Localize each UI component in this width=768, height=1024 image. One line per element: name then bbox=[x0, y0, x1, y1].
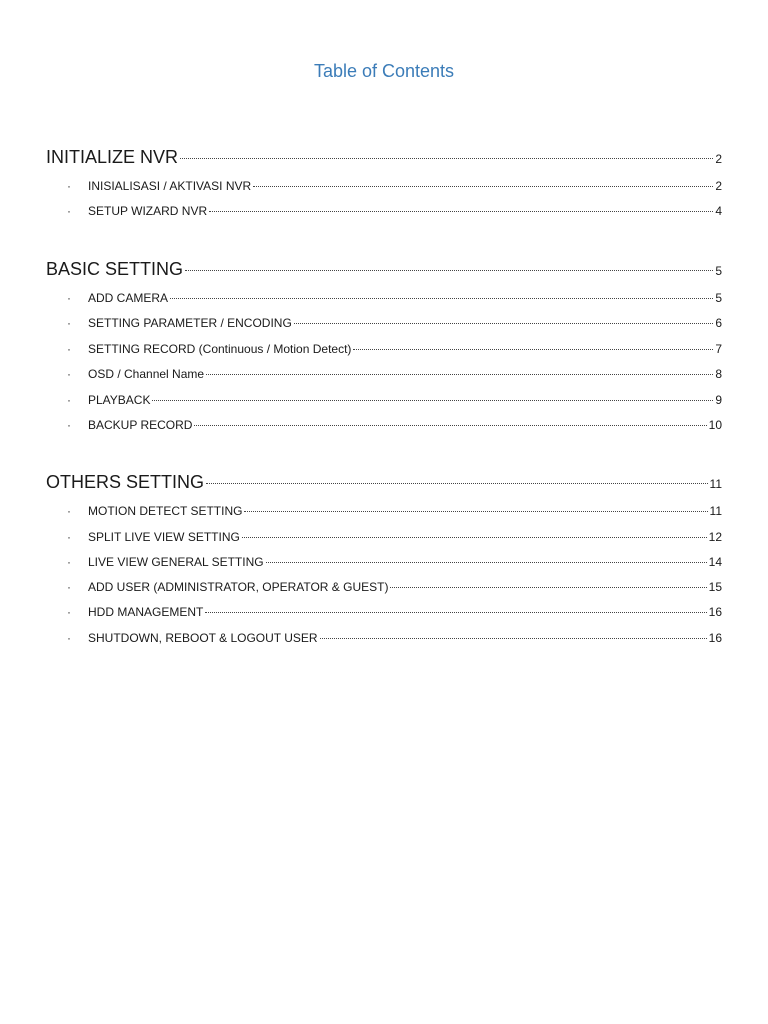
bullet-icon: · bbox=[67, 418, 71, 432]
toc-page-number: 7 bbox=[715, 342, 722, 356]
toc-title: Table of Contents bbox=[313, 61, 455, 81]
toc-item[interactable] bbox=[46, 530, 722, 544]
dot-leader bbox=[194, 425, 706, 426]
toc-item[interactable] bbox=[46, 605, 722, 619]
toc-section-basic-setting[interactable] bbox=[46, 259, 722, 280]
bullet-icon: · bbox=[67, 580, 71, 594]
toc-item-label: INISIALISASI / AKTIVASI NVR bbox=[88, 179, 252, 193]
dot-leader bbox=[353, 349, 713, 350]
toc-item[interactable] bbox=[46, 342, 722, 356]
bullet-icon: · bbox=[67, 316, 71, 330]
dot-leader bbox=[244, 511, 707, 512]
toc-section-initialize-nvr[interactable] bbox=[46, 147, 722, 168]
toc-page-number: 5 bbox=[715, 291, 722, 305]
toc-item-label: SPLIT LIVE VIEW SETTING bbox=[88, 530, 240, 544]
dot-leader bbox=[205, 612, 706, 613]
toc-page-number: 11 bbox=[709, 477, 722, 491]
dot-leader bbox=[206, 374, 713, 375]
toc-item[interactable] bbox=[46, 580, 722, 594]
toc-item-label: SETTING RECORD (Continuous / Motion Detect) bbox=[88, 342, 352, 356]
toc-section-others-setting[interactable] bbox=[46, 472, 722, 493]
bullet-icon: · bbox=[67, 342, 71, 356]
toc-item-label: SETTING PARAMETER / ENCODING bbox=[88, 316, 292, 330]
toc-item[interactable] bbox=[46, 504, 722, 518]
dot-leader bbox=[209, 211, 713, 212]
toc-item[interactable] bbox=[46, 631, 722, 645]
dot-leader bbox=[206, 483, 708, 484]
toc-item-label: ADD USER (ADMINISTRATOR, OPERATOR & GUEST) bbox=[88, 580, 389, 594]
toc-item[interactable] bbox=[46, 179, 722, 193]
toc-item-label: ADD CAMERA bbox=[88, 291, 169, 305]
toc-item[interactable] bbox=[46, 316, 722, 330]
toc-section-heading: BASIC SETTING bbox=[46, 259, 184, 279]
toc-item-label: LIVE VIEW GENERAL SETTING bbox=[88, 555, 264, 569]
toc-item[interactable] bbox=[46, 204, 722, 218]
dot-leader bbox=[185, 270, 713, 271]
toc-page-number: 4 bbox=[715, 204, 722, 218]
toc-page-number: 12 bbox=[708, 530, 722, 544]
bullet-icon: · bbox=[67, 555, 71, 569]
dot-leader bbox=[152, 400, 713, 401]
toc-item[interactable] bbox=[46, 418, 722, 432]
toc-item-label: SHUTDOWN, REBOOT & LOGOUT USER bbox=[88, 631, 318, 645]
bullet-icon: · bbox=[67, 631, 71, 645]
toc-item[interactable] bbox=[46, 393, 722, 407]
dot-leader bbox=[320, 638, 707, 639]
dot-leader bbox=[253, 186, 713, 187]
dot-leader bbox=[180, 158, 713, 159]
toc-page-number: 14 bbox=[708, 555, 722, 569]
dot-leader bbox=[170, 298, 713, 299]
toc-page-number: 5 bbox=[715, 264, 722, 278]
dot-leader bbox=[242, 537, 707, 538]
toc-section-heading: OTHERS SETTING bbox=[46, 472, 205, 492]
toc-page-number: 16 bbox=[708, 605, 722, 619]
dot-leader bbox=[390, 587, 706, 588]
toc-item-label: MOTION DETECT SETTING bbox=[88, 504, 243, 518]
toc-item-label: OSD / Channel Name bbox=[88, 367, 205, 381]
toc-page-number: 8 bbox=[715, 367, 722, 381]
bullet-icon: · bbox=[67, 605, 71, 619]
toc-page-number: 15 bbox=[708, 580, 722, 594]
toc-page-number: 16 bbox=[708, 631, 722, 645]
bullet-icon: · bbox=[67, 504, 71, 518]
toc-item-label: BACKUP RECORD bbox=[88, 418, 193, 432]
bullet-icon: · bbox=[67, 204, 71, 218]
bullet-icon: · bbox=[67, 367, 71, 381]
toc-page-number: 9 bbox=[715, 393, 722, 407]
toc-item-label: PLAYBACK bbox=[88, 393, 151, 407]
toc-page-number: 2 bbox=[715, 152, 722, 166]
toc-item[interactable] bbox=[46, 291, 722, 305]
toc-page-number: 6 bbox=[715, 316, 722, 330]
toc-item-label: SETUP WIZARD NVR bbox=[88, 204, 208, 218]
dot-leader bbox=[266, 562, 707, 563]
bullet-icon: · bbox=[67, 530, 71, 544]
toc-item-label: HDD MANAGEMENT bbox=[88, 605, 204, 619]
bullet-icon: · bbox=[67, 393, 71, 407]
bullet-icon: · bbox=[67, 179, 71, 193]
toc-section-heading: INITIALIZE NVR bbox=[46, 147, 179, 167]
toc-page-number: 11 bbox=[709, 504, 722, 518]
toc-item[interactable] bbox=[46, 367, 722, 381]
toc-page-number: 2 bbox=[715, 179, 722, 193]
bullet-icon: · bbox=[67, 291, 71, 305]
toc-item[interactable] bbox=[46, 555, 722, 569]
toc-page-number: 10 bbox=[708, 418, 722, 432]
dot-leader bbox=[294, 323, 714, 324]
